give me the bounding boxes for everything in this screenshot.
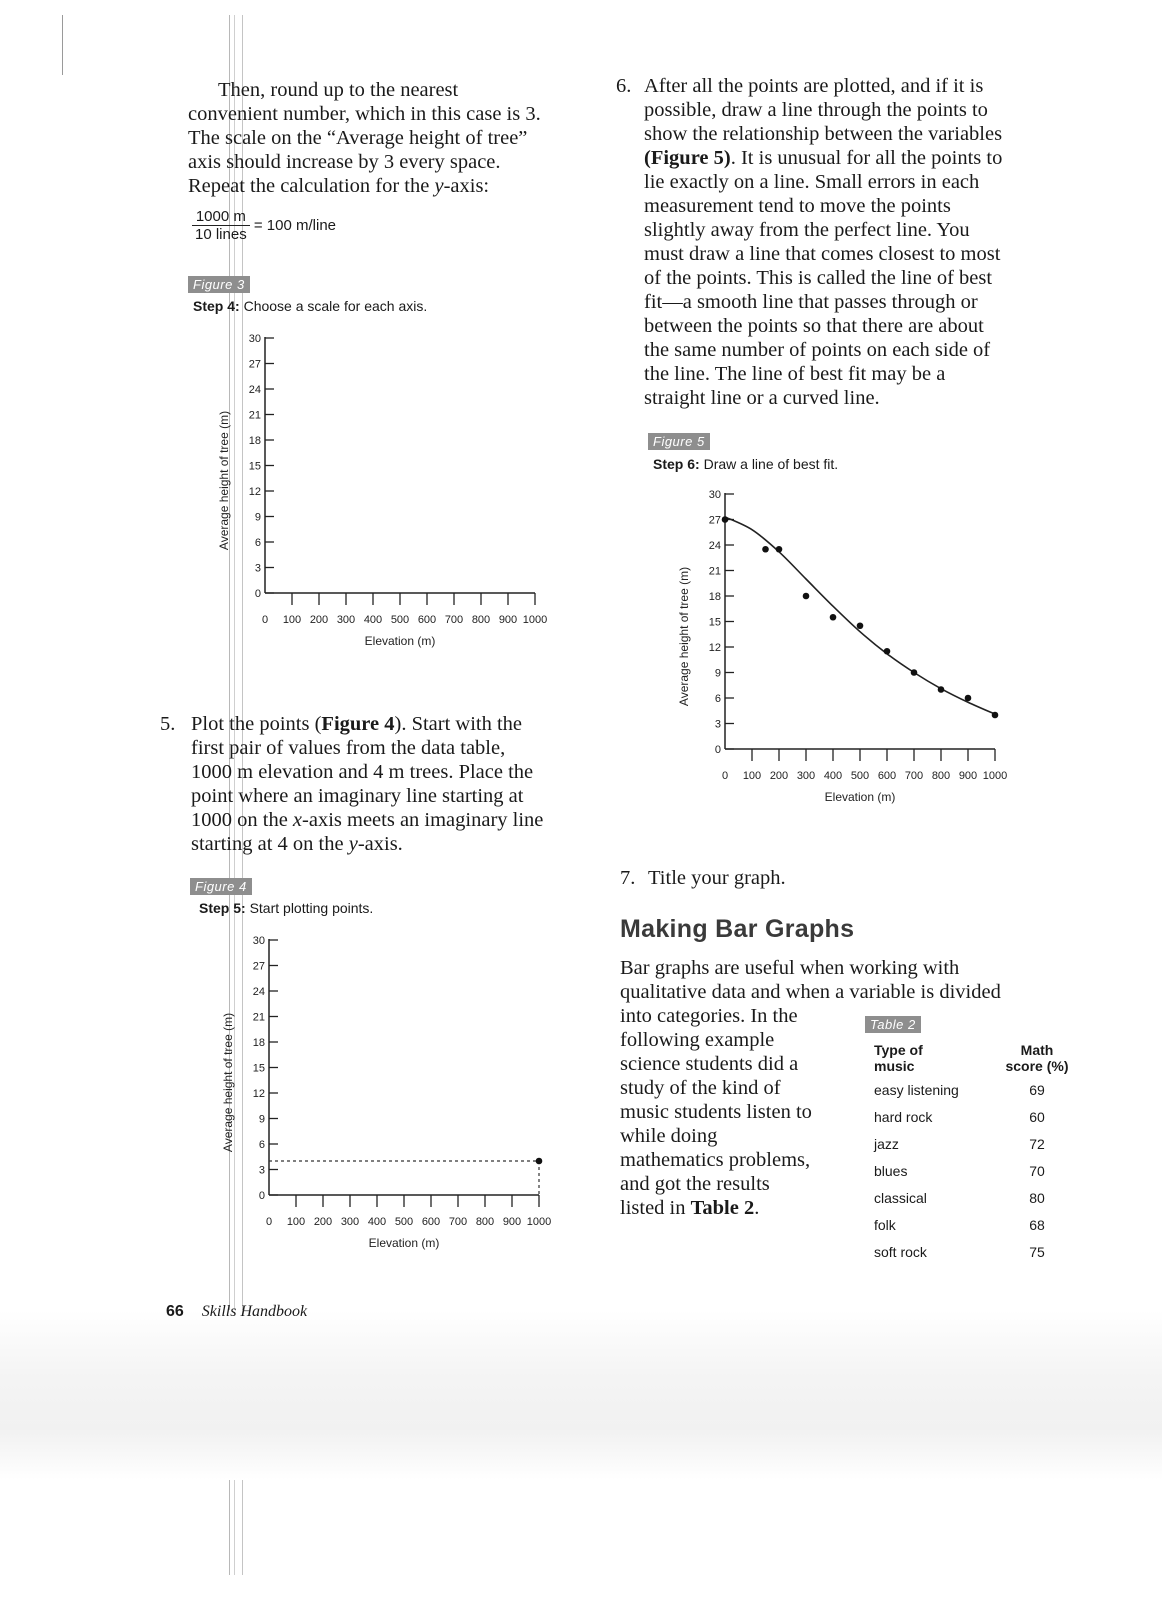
y-tick-label: 30 xyxy=(708,489,721,501)
intro-paragraph xyxy=(188,78,608,198)
data-point xyxy=(965,695,972,702)
step6-line: (Figure 5). It is unusual for all the points to xyxy=(644,147,1003,169)
y-tick-label: 9 xyxy=(714,667,721,680)
cell-math-score: 72 xyxy=(1029,1135,1045,1152)
cell-math-score: 68 xyxy=(1029,1216,1045,1233)
y-axis-label: Average height of tree (m) xyxy=(221,1012,235,1153)
step5-line: starting at 4 on the y-axis. xyxy=(191,833,403,855)
step6-line: the line. The line of best fit may be a xyxy=(644,363,946,385)
x-axis-label: Elevation (m) xyxy=(824,790,896,804)
x-tick-label: 400 xyxy=(363,614,383,626)
page-footer xyxy=(166,1303,307,1321)
cell-music-type: soft rock xyxy=(874,1243,927,1260)
bar-intro-line: Bar graphs are useful when working with xyxy=(620,957,960,979)
step5-line: first pair of values from the data table, xyxy=(191,737,506,759)
table-row xyxy=(870,1103,1076,1130)
x-tick-label: 700 xyxy=(904,770,924,782)
bar-intro-line: qualitative data and when a variable is divided xyxy=(620,981,1001,1003)
y-tick-label: 30 xyxy=(248,333,261,345)
x-tick-label: 1000 xyxy=(982,770,1008,782)
data-point xyxy=(722,516,729,523)
table-row xyxy=(870,1076,1076,1103)
data-point xyxy=(992,712,999,719)
x-tick-label: 600 xyxy=(417,614,437,626)
data-point xyxy=(830,614,837,621)
data-point xyxy=(803,593,810,600)
y-tick-label: 0 xyxy=(714,744,721,756)
y-tick-label: 0 xyxy=(254,588,261,600)
x-tick-label: 700 xyxy=(448,1216,468,1228)
step6-line: of the points. This is called the line of best xyxy=(644,267,993,289)
data-point xyxy=(938,686,945,693)
fraction-denominator: 10 lines xyxy=(195,226,247,243)
data-point xyxy=(884,648,891,655)
cell-math-score: 69 xyxy=(1029,1081,1045,1098)
y-tick-label: 6 xyxy=(254,537,261,549)
x-tick-label: 300 xyxy=(336,614,356,626)
x-tick-label: 600 xyxy=(877,770,897,782)
x-tick-label: 800 xyxy=(475,1216,495,1228)
step5-line: 1000 m elevation and 4 m trees. Place the xyxy=(191,761,534,783)
fraction-numerator: 1000 m xyxy=(192,208,250,226)
book-title: Skills Handbook xyxy=(201,1303,308,1320)
cell-math-score: 60 xyxy=(1029,1108,1045,1125)
step6-line: slightly away from the perfect line. You xyxy=(644,219,970,241)
y-tick-label: 30 xyxy=(252,935,265,947)
figure4-chart xyxy=(214,930,574,1260)
x-tick-label: 300 xyxy=(340,1216,360,1228)
y-tick-label: 0 xyxy=(258,1190,265,1202)
y-tick-label: 21 xyxy=(248,409,261,422)
y-tick-label: 18 xyxy=(252,1037,265,1049)
step5-line: 5. Plot the points (Figure 4). Start with the xyxy=(160,713,523,735)
bar-intro-line: mathematics problems, xyxy=(620,1149,811,1171)
y-tick-label: 18 xyxy=(708,591,721,603)
step6-line: fit—a smooth line that passes through or xyxy=(644,291,978,313)
cell-music-type: classical xyxy=(874,1189,927,1206)
step6-line: 6. After all the points are plotted, and if it is xyxy=(616,75,984,97)
y-tick-label: 6 xyxy=(714,693,721,705)
step6-line: possible, draw a line through the points to xyxy=(644,99,988,121)
x-tick-label: 0 xyxy=(721,770,729,782)
x-tick-label: 200 xyxy=(769,770,789,782)
y-tick-label: 24 xyxy=(708,540,721,552)
x-tick-label: 100 xyxy=(286,1216,306,1228)
figure3-tag: Figure 3 xyxy=(188,276,250,294)
y-tick-label: 18 xyxy=(248,435,261,447)
cell-music-type: folk xyxy=(874,1216,896,1233)
scale-fraction xyxy=(192,208,336,243)
y-axis-label: Average height of tree (m) xyxy=(217,410,231,551)
bar-intro-line: while doing xyxy=(620,1125,718,1147)
table-row xyxy=(870,1211,1076,1238)
data-point xyxy=(776,546,783,553)
table-body xyxy=(870,1076,1076,1265)
bar-intro-line: into categories. In the xyxy=(620,1005,798,1027)
y-tick-label: 27 xyxy=(248,358,261,371)
step-number: 6. xyxy=(616,75,632,97)
x-tick-label: 600 xyxy=(421,1216,441,1228)
bar-intro-line: study of the kind of xyxy=(620,1077,781,1099)
x-tick-label: 0 xyxy=(265,1216,273,1228)
x-tick-label: 100 xyxy=(282,614,302,626)
figure4-tag: Figure 4 xyxy=(190,878,252,896)
intro-line: axis should increase by 3 every space. xyxy=(188,151,501,173)
bar-intro-line: listed in Table 2. xyxy=(620,1197,760,1219)
figure3-caption: Step 4: Choose a scale for each axis. xyxy=(193,298,428,314)
y-tick-label: 21 xyxy=(252,1011,265,1024)
y-tick-label: 6 xyxy=(258,1139,265,1151)
y-tick-label: 21 xyxy=(708,565,721,578)
y-tick-label: 9 xyxy=(258,1113,265,1126)
figure4-caption: Step 5: Start plotting points. xyxy=(199,900,374,916)
x-tick-label: 900 xyxy=(498,614,518,626)
data-point xyxy=(857,622,864,629)
table2 xyxy=(870,1040,1076,1265)
bar-intro-line: following example xyxy=(620,1029,775,1051)
bar-intro-line: science students did a xyxy=(620,1053,799,1075)
table-row xyxy=(870,1130,1076,1157)
y-tick-label: 24 xyxy=(248,384,261,396)
step5-paragraph xyxy=(160,712,610,856)
intro-line: Then, round up to the nearest xyxy=(218,79,459,101)
cell-math-score: 70 xyxy=(1029,1162,1045,1179)
cell-music-type: blues xyxy=(874,1162,908,1179)
y-tick-label: 12 xyxy=(252,1088,265,1100)
data-point xyxy=(536,1158,543,1165)
x-tick-label: 800 xyxy=(471,614,491,626)
cell-math-score: 80 xyxy=(1029,1189,1045,1206)
data-point xyxy=(762,546,769,553)
step-number: 7. xyxy=(620,867,636,889)
x-axis-label: Elevation (m) xyxy=(368,1236,440,1250)
x-tick-label: 800 xyxy=(931,770,951,782)
x-tick-label: 500 xyxy=(394,1216,414,1228)
x-tick-label: 500 xyxy=(390,614,410,626)
x-tick-label: 300 xyxy=(796,770,816,782)
bar-intro-line: music students listen to xyxy=(620,1101,812,1123)
y-tick-label: 3 xyxy=(714,718,721,731)
table-row xyxy=(870,1157,1076,1184)
step6-line: straight line or a curved line. xyxy=(644,387,880,409)
intro-line: The scale on the “Average height of tree” xyxy=(188,127,528,149)
column-header-score: Math score (%) xyxy=(1005,1042,1069,1074)
y-tick-label: 12 xyxy=(248,486,261,498)
step6-line: show the relationship between the variables xyxy=(644,123,1003,145)
intro-line: convenient number, which in this case is 3. xyxy=(188,103,541,125)
step5-line: point where an imaginary line starting at xyxy=(191,785,524,807)
bar-intro-line: and got the results xyxy=(620,1173,770,1195)
figure3-chart xyxy=(210,328,570,658)
x-tick-label: 100 xyxy=(742,770,762,782)
figure5-tag: Figure 5 xyxy=(648,433,710,451)
column-header-type: Type of music xyxy=(874,1042,923,1074)
y-tick-label: 15 xyxy=(252,1062,265,1075)
section-heading: Making Bar Graphs xyxy=(620,915,855,943)
x-tick-label: 400 xyxy=(367,1216,387,1228)
y-tick-label: 15 xyxy=(248,460,261,473)
y-tick-label: 12 xyxy=(708,642,721,654)
cell-math-score: 75 xyxy=(1029,1243,1045,1260)
x-tick-label: 900 xyxy=(502,1216,522,1228)
data-point xyxy=(911,669,918,676)
table-row xyxy=(870,1184,1076,1211)
y-tick-label: 24 xyxy=(252,986,265,998)
y-tick-label: 3 xyxy=(258,1164,265,1177)
step6-line: between the points so that there are about xyxy=(644,315,984,337)
step6-line: must draw a line that comes closest to most xyxy=(644,243,1001,265)
x-tick-label: 200 xyxy=(309,614,329,626)
x-tick-label: 900 xyxy=(958,770,978,782)
step5-line: 1000 on the x-axis meets an imaginary line xyxy=(191,809,544,831)
y-tick-label: 27 xyxy=(252,960,265,973)
table-header-row xyxy=(870,1040,1076,1076)
x-tick-label: 1000 xyxy=(522,614,548,626)
x-tick-label: 700 xyxy=(444,614,464,626)
intro-line: Repeat the calculation for the y-axis: xyxy=(188,175,490,197)
page-number: 66 xyxy=(166,1303,184,1320)
step-number: 5. xyxy=(160,713,176,735)
x-tick-label: 200 xyxy=(313,1216,333,1228)
table2-tag: Table 2 xyxy=(865,1016,921,1034)
cell-music-type: hard rock xyxy=(874,1108,933,1125)
x-tick-label: 400 xyxy=(823,770,843,782)
y-tick-label: 27 xyxy=(708,514,721,527)
step6-paragraph xyxy=(616,74,1056,410)
cell-music-type: jazz xyxy=(874,1135,899,1152)
step6-line: measurement tend to move the points xyxy=(644,195,951,217)
y-tick-label: 15 xyxy=(708,616,721,629)
music-score-table xyxy=(870,1040,1076,1265)
step6-line: the same number of points on each side of xyxy=(644,339,991,361)
figure5-chart xyxy=(670,484,1030,814)
y-tick-label: 3 xyxy=(254,562,261,575)
figure5-caption: Step 6: Draw a line of best fit. xyxy=(653,456,839,472)
cell-music-type: easy listening xyxy=(874,1081,959,1098)
fraction-result: = 100 m/line xyxy=(253,217,337,234)
x-tick-label: 0 xyxy=(261,614,269,626)
table-row xyxy=(870,1238,1076,1265)
y-axis-label: Average height of tree (m) xyxy=(677,566,691,707)
x-axis-label: Elevation (m) xyxy=(364,634,436,648)
y-tick-label: 9 xyxy=(254,511,261,524)
step6-line: lie exactly on a line. Small errors in each xyxy=(644,171,980,193)
x-tick-label: 1000 xyxy=(526,1216,552,1228)
step7-line: 7. Title your graph. xyxy=(620,867,786,889)
x-tick-label: 500 xyxy=(850,770,870,782)
